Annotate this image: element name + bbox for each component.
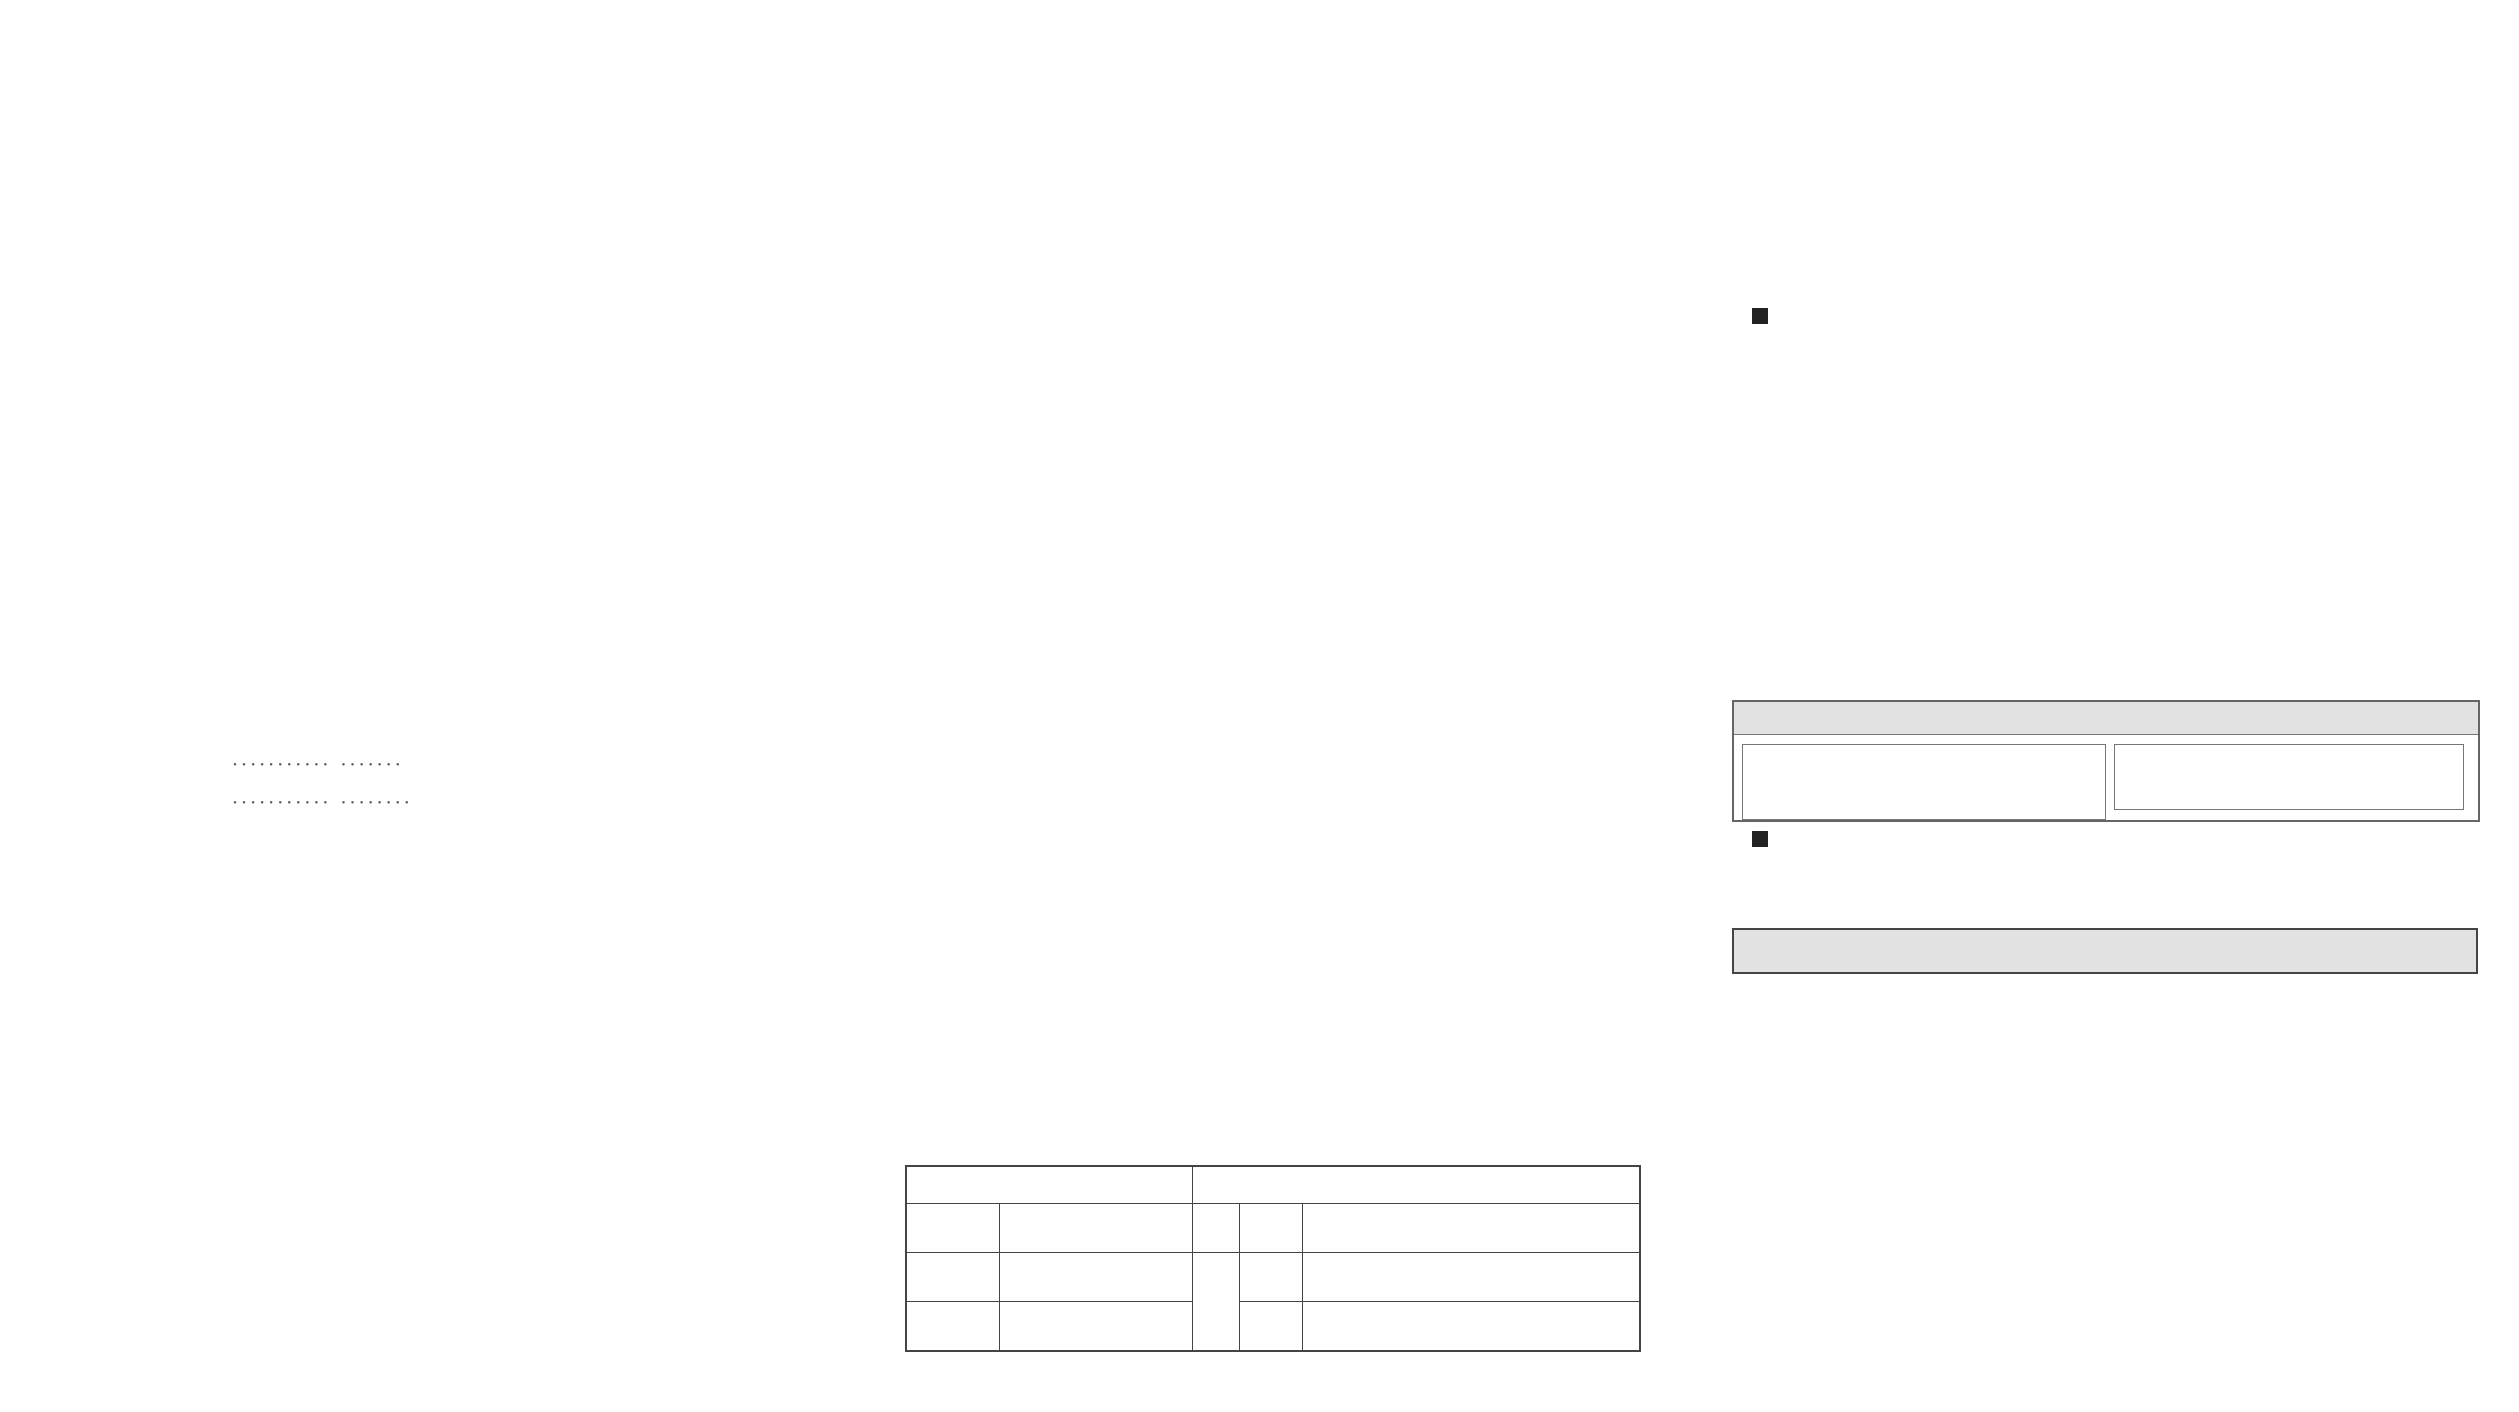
table-cell [1240, 1204, 1303, 1253]
table-cell [1303, 1302, 1641, 1352]
praise-line-1: ··········· ······· [232, 754, 404, 776]
table-cell [1240, 1302, 1303, 1352]
sunday-worship-column [70, 0, 810, 1412]
table-cell [906, 1204, 1000, 1253]
table-cell [1240, 1253, 1303, 1302]
square-bullet-icon [1752, 308, 1768, 324]
next-week-prayer-header [906, 1166, 1193, 1204]
stats-heading [1752, 828, 1780, 854]
offering-guide-left [1742, 744, 2106, 820]
praise-line-2: ··········· ········ [232, 792, 413, 814]
table-cell [1193, 1253, 1240, 1352]
table-cell [1193, 1204, 1240, 1253]
table-row [906, 1204, 1640, 1253]
table-cell [1303, 1253, 1641, 1302]
table-row [906, 1253, 1640, 1302]
table-cell [1000, 1204, 1193, 1253]
partner-title [1733, 929, 2477, 973]
table-cell [1000, 1302, 1193, 1352]
square-bullet-icon [1752, 831, 1768, 847]
table-cell [1000, 1253, 1193, 1302]
table-cell [1303, 1204, 1641, 1253]
offering-guide-box [1732, 700, 2480, 822]
offering-guide-right [2114, 744, 2464, 810]
october-guide-header [1193, 1166, 1641, 1204]
offering-heading [1752, 305, 1780, 331]
table-row [906, 1302, 1640, 1352]
sunday-praise-row [70, 752, 810, 824]
table-cell [906, 1253, 1000, 1302]
right-column [1730, 0, 2480, 1412]
next-week-table [905, 1165, 1641, 1352]
middle-column [900, 0, 1640, 1412]
partner-churches-table [1732, 928, 2478, 974]
offering-guide-header [1734, 702, 2478, 735]
table-cell [906, 1302, 1000, 1352]
